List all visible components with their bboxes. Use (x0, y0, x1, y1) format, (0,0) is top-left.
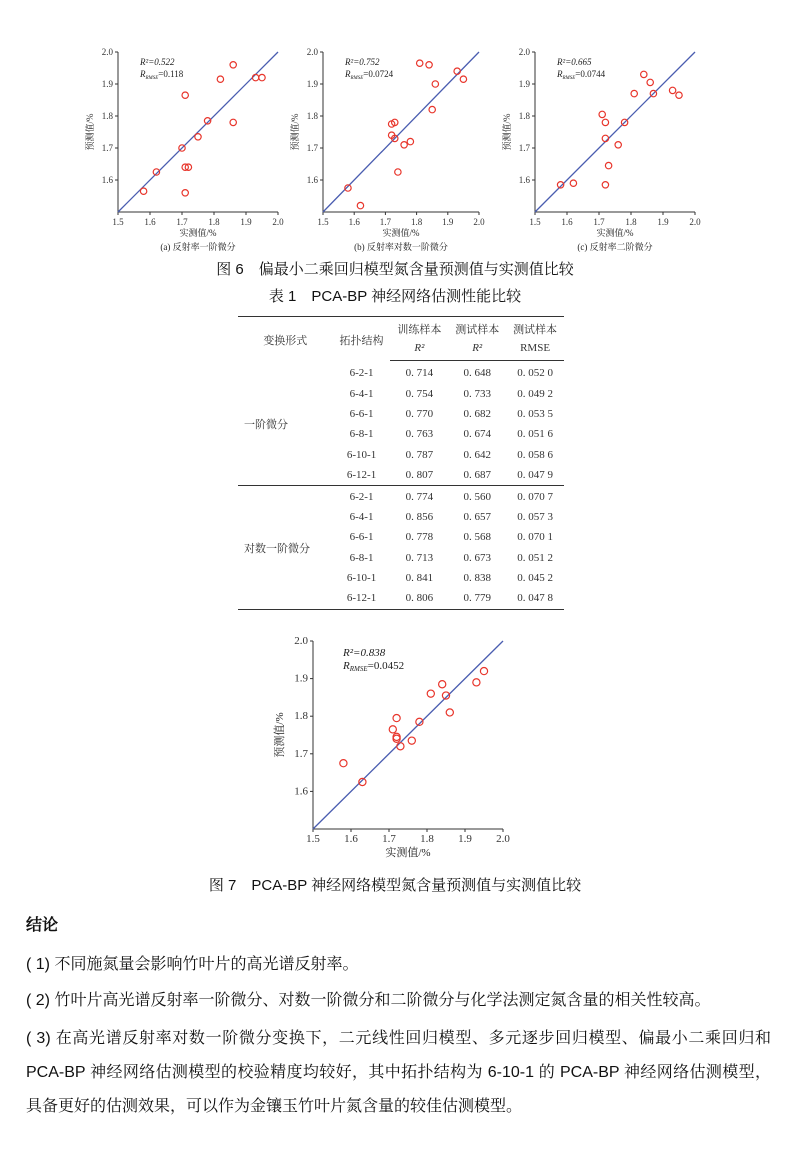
table-row (238, 361, 564, 384)
cell-test-rmse: 0. 051 6 (517, 428, 553, 441)
cell-test-rmse: 0. 070 7 (506, 486, 564, 507)
group-label: 一阶微分 (244, 418, 288, 431)
data-point (357, 202, 363, 208)
group-label: 对数一阶微分 (238, 486, 333, 609)
y-tick-label: 1.9 (306, 79, 318, 89)
cell-train-r2: 0. 806 (390, 588, 448, 609)
x-tick-label: 1.7 (176, 217, 188, 227)
rmse-annotation (139, 69, 184, 81)
data-point (182, 92, 188, 98)
x-tick-label: 1.5 (317, 217, 329, 227)
x-tick-label: 1.5 (306, 833, 320, 845)
r2-annotation: R²=0.752 (345, 57, 380, 67)
cell-test-r2: 0. 674 (463, 428, 491, 441)
data-point (641, 71, 647, 77)
rmse-symbol: R (140, 69, 146, 79)
data-point (230, 119, 236, 125)
data-point (669, 87, 675, 93)
cell-topology: 6-2-1 (333, 486, 391, 507)
scatter-plot-c (495, 30, 715, 255)
x-tick-label: 1.9 (240, 217, 252, 227)
data-point (446, 709, 453, 716)
y-tick-label: 1.8 (306, 111, 318, 121)
cell-train-r2: 0. 714 (405, 367, 434, 380)
rmse-subscript: RMSE (145, 76, 159, 81)
panel-caption: (a) 反射率一阶微分 (160, 242, 236, 252)
x-tick-label: 1.8 (625, 217, 637, 227)
x-tick-label: 1.5 (529, 217, 541, 227)
data-point (397, 743, 404, 750)
rmse-symbol: R (343, 660, 350, 672)
rmse-subscript: RMSE (562, 76, 576, 81)
y-axis-label: 预测值/% (502, 113, 512, 151)
cell-test-r2: 0. 648 (463, 367, 491, 380)
y-axis-label: 预测值/% (274, 712, 286, 758)
y-axis-label: 预测值/% (85, 113, 95, 151)
data-point (407, 138, 413, 144)
data-point (408, 737, 415, 744)
x-tick-label: 1.8 (208, 217, 220, 227)
cell-train-r2: 0. 856 (405, 510, 434, 523)
cell-train-r2: 0. 763 (405, 428, 434, 441)
table-1-caption: 表 1 PCA-BP 神经网络估测性能比较 (268, 288, 522, 305)
scatter-plot-a (80, 30, 300, 255)
rmse-subscript: RMSE (349, 665, 368, 673)
cell-topology: 6-12-1 (333, 588, 391, 609)
data-point (602, 135, 608, 141)
cell-topology: 6-6-1 (349, 407, 374, 420)
data-point (427, 690, 434, 697)
x-tick-label: 2.0 (473, 217, 485, 227)
y-tick-label: 2.0 (101, 47, 113, 57)
r2-annotation: R²=0.522 (140, 57, 175, 67)
cell-test-r2: 0. 779 (448, 588, 506, 609)
cell-topology: 6-4-1 (349, 387, 374, 400)
y-tick-label: 1.9 (101, 79, 113, 89)
cell-test-r2: 0. 642 (463, 448, 491, 461)
cell-test-rmse: 0. 052 0 (517, 367, 553, 380)
data-point (676, 92, 682, 98)
cell-test-r2: 0. 657 (463, 510, 491, 523)
panel-caption: (b) 反射率对数一阶微分 (354, 242, 448, 252)
rmse-annotation (556, 69, 606, 81)
data-point (439, 681, 446, 688)
rmse-symbol: R (345, 69, 351, 79)
x-tick-label: 1.7 (382, 833, 396, 845)
cell-topology: 6-10-1 (346, 448, 377, 461)
r2-annotation: R²=0.838 (343, 647, 386, 659)
cell-topology: 6-8-1 (349, 428, 374, 441)
cell-topology: 6-10-1 (346, 572, 377, 585)
cell-train-r2: 0. 774 (390, 486, 448, 507)
data-point (460, 76, 466, 82)
header-transform: 变换形式 (238, 317, 333, 361)
rmse-subscript: RMSE (350, 76, 364, 81)
y-tick-label: 1.7 (294, 747, 308, 760)
cell-train-r2: 0. 787 (405, 448, 434, 461)
conclusion-item-2: ( 2) 竹叶片高光谱反射率一阶微分、对数一阶微分和二阶微分与化学法测定氮含量的相关性较高。 (26, 992, 711, 1009)
x-tick-label: 1.9 (458, 833, 472, 845)
reference-line (313, 641, 503, 829)
x-tick-label: 1.7 (593, 217, 605, 227)
rmse-value: =0.0744 (575, 69, 606, 79)
data-point (417, 60, 423, 66)
rmse-annotation (344, 69, 394, 81)
data-point (480, 667, 487, 674)
cell-test-rmse: 0. 053 5 (517, 407, 553, 420)
cell-test-r2: 0. 568 (463, 531, 491, 544)
data-point (259, 74, 265, 80)
x-tick-label: 1.5 (112, 217, 124, 227)
rmse-value: =0.0452 (367, 660, 405, 672)
data-point (140, 188, 146, 194)
y-tick-label: 1.7 (101, 143, 113, 153)
conclusion-title: 结论 (26, 917, 59, 934)
rmse-annotation (342, 660, 404, 673)
figure-6-caption: 图 6 偏最小二乘回归模型氮含量预测值与实测值比较 (216, 261, 574, 278)
x-tick-label: 1.6 (144, 217, 156, 227)
cell-test-rmse: 0. 047 8 (506, 588, 564, 609)
scatter-plot-b (290, 30, 510, 255)
data-point (615, 142, 621, 148)
cell-test-rmse: 0. 047 9 (517, 469, 553, 482)
header-train: 训练样本 (390, 317, 448, 340)
cell-test-rmse: 0. 051 2 (517, 551, 553, 564)
cell-topology: 6-12-1 (346, 469, 377, 482)
y-tick-label: 1.8 (101, 111, 113, 121)
cell-test-r2: 0. 560 (448, 486, 506, 507)
cell-train-r2: 0. 754 (405, 387, 434, 400)
header-topology: 拓扑结构 (333, 317, 391, 361)
data-point (605, 162, 611, 168)
y-tick-label: 1.6 (101, 175, 113, 185)
cell-topology: 6-6-1 (349, 531, 374, 544)
data-point (570, 180, 576, 186)
cell-train-r2: 0. 778 (405, 531, 434, 544)
cell-test-rmse: 0. 070 1 (517, 531, 553, 544)
cell-train-r2: 0. 807 (405, 469, 434, 482)
cell-test-rmse: 0. 058 6 (517, 448, 553, 461)
x-axis-label: 实测值/% (382, 228, 420, 238)
data-point (395, 169, 401, 175)
x-axis-label: 实测值/% (385, 847, 431, 859)
conclusion-item-1: ( 1) 不同施氮量会影响竹叶片的高光谱反射率。 (26, 956, 359, 973)
cell-test-r2: 0. 733 (463, 387, 491, 400)
data-point (631, 90, 637, 96)
y-tick-label: 2.0 (306, 47, 318, 57)
data-point (432, 81, 438, 87)
rmse-value: =0.118 (158, 69, 184, 79)
data-point (599, 111, 605, 117)
y-tick-label: 1.9 (518, 79, 530, 89)
cell-test-rmse: 0. 057 3 (517, 510, 553, 523)
table-row (238, 486, 564, 507)
y-tick-label: 1.8 (518, 111, 530, 121)
x-tick-label: 1.7 (379, 217, 392, 227)
y-tick-label: 1.8 (294, 710, 308, 723)
y-tick-label: 1.7 (518, 143, 530, 153)
header-test-r2-sub: R² (448, 339, 506, 361)
performance-table (238, 316, 564, 610)
y-tick-label: 1.6 (294, 785, 308, 798)
cell-train-r2: 0. 713 (405, 551, 434, 564)
cell-test-r2: 0. 838 (463, 572, 491, 585)
y-tick-label: 2.0 (518, 47, 530, 57)
x-axis-label: 实测值/% (179, 228, 217, 238)
x-axis-label: 实测值/% (596, 228, 634, 238)
y-tick-label: 1.9 (294, 672, 308, 685)
data-point (217, 76, 223, 82)
y-tick-label: 1.7 (306, 143, 318, 153)
x-tick-label: 2.0 (689, 217, 701, 227)
y-tick-label: 1.6 (518, 175, 530, 185)
header-test-rmse: 测试样本 (506, 317, 564, 340)
data-point (426, 62, 432, 68)
x-tick-label: 2.0 (496, 833, 510, 845)
y-tick-label: 2.0 (294, 635, 308, 647)
y-tick-label: 1.6 (306, 175, 318, 185)
data-point (647, 79, 653, 85)
cell-train-r2: 0. 841 (405, 572, 434, 585)
table-group-1 (238, 361, 564, 486)
data-point (393, 714, 400, 721)
cell-test-r2: 0. 687 (463, 469, 491, 482)
data-point (473, 679, 480, 686)
x-tick-label: 1.8 (410, 217, 423, 227)
data-point (401, 142, 407, 148)
data-point (602, 182, 608, 188)
x-tick-label: 1.9 (657, 217, 669, 227)
data-point (252, 74, 258, 80)
figure-7-caption: 图 7 PCA-BP 神经网络模型氮含量预测值与实测值比较 (208, 877, 582, 894)
data-point (195, 134, 201, 140)
data-point (340, 760, 347, 767)
header-test-rmse-sub: RMSE (506, 339, 564, 361)
x-tick-label: 1.6 (348, 217, 360, 227)
data-point (182, 190, 188, 196)
scatter-plot-fig7 (270, 630, 530, 865)
data-point (389, 726, 396, 733)
rmse-value: =0.0724 (363, 69, 394, 79)
table-group-2 (238, 486, 564, 609)
cell-test-rmse: 0. 049 2 (517, 387, 553, 400)
cell-train-r2: 0. 770 (405, 407, 434, 420)
data-point (602, 119, 608, 125)
header-train-r2: R² (390, 339, 448, 361)
x-tick-label: 1.8 (420, 833, 434, 845)
cell-test-r2: 0. 682 (463, 407, 491, 420)
x-tick-label: 1.9 (442, 217, 454, 227)
cell-test-rmse: 0. 045 2 (517, 572, 553, 585)
y-axis-label: 预测值/% (290, 113, 300, 151)
data-point (429, 106, 435, 112)
x-tick-label: 1.6 (561, 217, 573, 227)
x-tick-label: 1.6 (344, 833, 358, 845)
conclusion-item-3: ( 3) 在高光谱反射率对数一阶微分变换下，二元线性回归模型、多元逐步回归模型、偏最小二乘回归和 PCA-BP 神经网络估测模型的校验精度均较好，其中拓扑结构为 6-10-1 的 PCA-BP 神经网络估测模型，具备更好的估测效果，可以作为金镶玉竹叶片氮含量的较佳估测模型。 (26, 1030, 771, 1115)
cell-topology: 6-4-1 (349, 510, 374, 523)
x-tick-label: 2.0 (272, 217, 284, 227)
panel-caption: (c) 反射率二阶微分 (577, 242, 653, 252)
data-point (230, 62, 236, 68)
header-test-r2: 测试样本 (448, 317, 506, 340)
cell-topology: 6-8-1 (349, 551, 374, 564)
r2-annotation: R²=0.665 (557, 57, 592, 67)
cell-topology: 6-2-1 (349, 366, 374, 379)
rmse-symbol: R (557, 69, 563, 79)
cell-test-r2: 0. 673 (463, 551, 491, 564)
